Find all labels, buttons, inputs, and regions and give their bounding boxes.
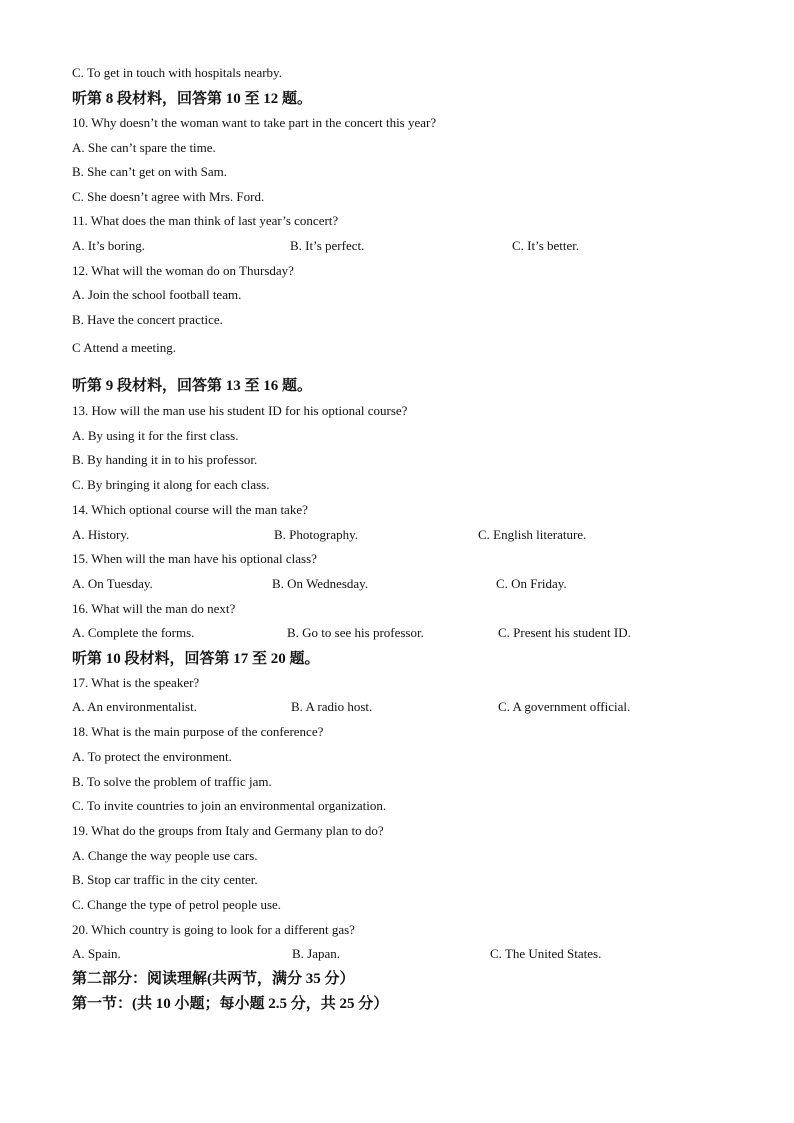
option-c-q16: C. Present his student ID. (498, 625, 631, 640)
option-b-q18: B. To solve the problem of traffic jam. (72, 774, 272, 789)
section-one-heading: 第一节：(共 10 小题；每小题 2.5 分，共 25 分） (72, 996, 389, 1012)
option-a-q15: A. On Tuesday. (72, 576, 153, 591)
option-c-q13: C. By bringing it along for each class. (72, 477, 270, 492)
part-two-heading: 第二部分：阅读理解(共两节，满分 35 分） (72, 971, 355, 987)
option-c-q14: C. English literature. (478, 527, 587, 542)
section-heading-8: 听第 8 段材料，回答第 10 至 12 题。 (72, 91, 313, 107)
question-18: 18. What is the main purpose of the conference? (72, 724, 324, 739)
question-13: 13. How will the man use his student ID for his optional course? (72, 403, 408, 418)
section-heading-9: 听第 9 段材料，回答第 13 至 16 题。 (72, 378, 313, 394)
option-b-q12: B. Have the concert practice. (72, 312, 223, 327)
option-b-q16: B. Go to see his professor. (287, 625, 424, 640)
option-b-q20: B. Japan. (292, 946, 341, 961)
question-19: 19. What do the groups from Italy and Germany plan to do? (72, 823, 384, 838)
option-a-q12: A. Join the school football team. (72, 287, 242, 302)
option-b-q14: B. Photography. (274, 527, 359, 542)
question-10: 10. Why doesn’t the woman want to take part in the concert this year? (72, 115, 437, 130)
option-b-q10: B. She can’t get on with Sam. (72, 164, 228, 179)
option-b-q17: B. A radio host. (291, 699, 373, 714)
option-b-q13: B. By handing it in to his professor. (72, 452, 258, 467)
question-11: 11. What does the man think of last year’s concert? (72, 213, 339, 228)
question-20: 20. Which country is going to look for a different gas? (72, 922, 355, 937)
option-a-q19: A. Change the way people use cars. (72, 848, 258, 863)
option-c-q11: C. It’s better. (512, 238, 580, 253)
option-c-q17: C. A government official. (498, 699, 631, 714)
option-c-q12: C Attend a meeting. (72, 340, 176, 355)
option-a-q18: A. To protect the environment. (72, 749, 232, 764)
option-b-q15: B. On Wednesday. (272, 576, 369, 591)
option-a-q11: A. It’s boring. (72, 238, 145, 253)
option-b-q11: B. It’s perfect. (290, 238, 365, 253)
option-c-q9: C. To get in touch with hospitals nearby. (72, 65, 282, 80)
option-c-q10: C. She doesn’t agree with Mrs. Ford. (72, 189, 265, 204)
option-c-q19: C. Change the type of petrol people use. (72, 897, 282, 912)
question-17: 17. What is the speaker? (72, 675, 200, 690)
option-a-q17: A. An environmentalist. (72, 699, 197, 714)
option-c-q18: C. To invite countries to join an environmental organization. (72, 798, 387, 813)
option-a-q20: A. Spain. (72, 946, 121, 961)
question-12: 12. What will the woman do on Thursday? (72, 263, 294, 278)
question-16: 16. What will the man do next? (72, 601, 236, 616)
section-heading-10: 听第 10 段材料，回答第 17 至 20 题。 (72, 651, 320, 667)
question-14: 14. Which optional course will the man take? (72, 502, 308, 517)
option-a-q16: A. Complete the forms. (72, 625, 195, 640)
option-a-q13: A. By using it for the first class. (72, 428, 239, 443)
question-15: 15. When will the man have his optional class? (72, 551, 317, 566)
option-b-q19: B. Stop car traffic in the city center. (72, 872, 258, 887)
option-a-q14: A. History. (72, 527, 130, 542)
option-c-q15: C. On Friday. (496, 576, 567, 591)
option-c-q20: C. The United States. (490, 946, 602, 961)
option-a-q10: A. She can’t spare the time. (72, 140, 216, 155)
